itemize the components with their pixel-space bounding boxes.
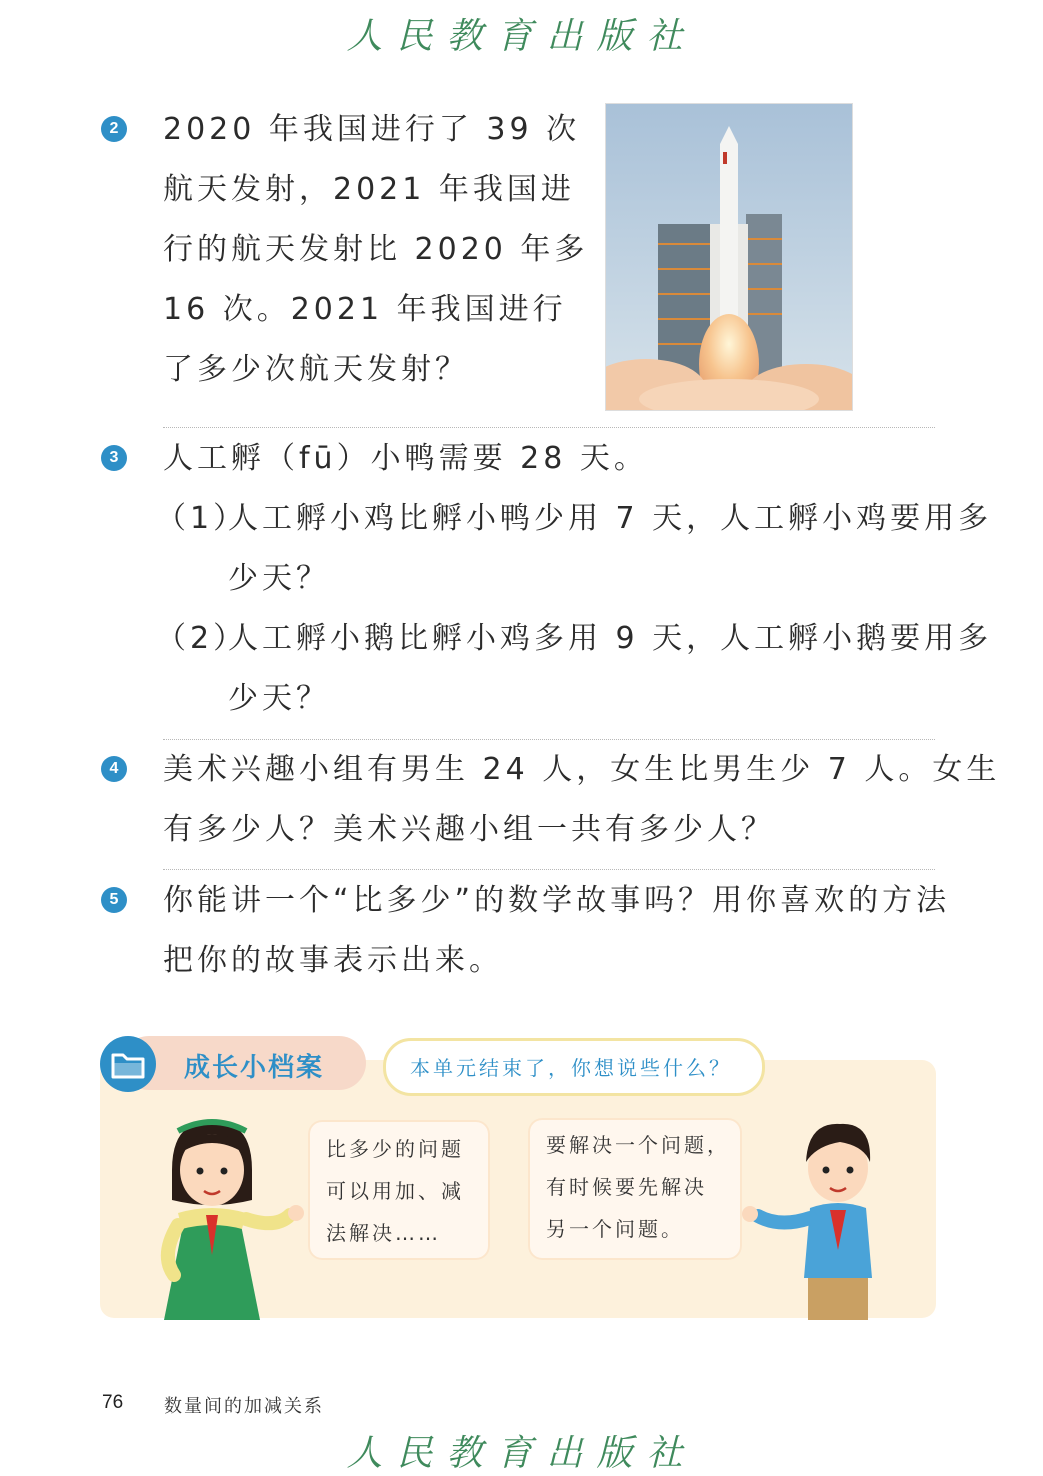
problem-number-badge: 2 [101, 116, 127, 142]
subquestion-label: （2） [156, 621, 248, 656]
publisher-logo-top: 人民教育出版社 [346, 16, 697, 57]
bubble-line: 要解决一个问题， [546, 1133, 730, 1157]
problem-2-line: 行的航天发射比 2020 年多 [163, 232, 589, 267]
problem-5-line: 把你的故事表示出来。 [163, 943, 503, 978]
subquestion-text: 少天？ [228, 681, 330, 716]
bubble-line: 有时候要先解决 [546, 1175, 707, 1199]
folder-icon [100, 1036, 156, 1092]
dotted-divider [163, 427, 935, 428]
chapter-title: 数量间的加减关系 [164, 1396, 324, 1417]
publisher-logo-bottom: 人民教育出版社 [346, 1433, 697, 1474]
dotted-divider [163, 869, 935, 870]
prompt-text: 本单元结束了，你想说些什么？ [410, 1056, 732, 1080]
bubble-line: 可以用加、减 [326, 1179, 464, 1203]
problem-4-line: 有多少人？美术兴趣小组一共有多少人？ [163, 812, 775, 847]
bubble-line: 比多少的问题 [326, 1137, 464, 1161]
page-number: 76 [102, 1392, 124, 1413]
problem-3-line: 人工孵（fū）小鸭需要 28 天。 [163, 441, 648, 476]
problem-number-badge: 3 [101, 445, 127, 471]
boy-illustration [738, 1118, 898, 1320]
problem-2-line: 了多少次航天发射？ [163, 352, 469, 387]
problem-number-badge: 5 [101, 887, 127, 913]
problem-2-line: 16 次。2021 年我国进行 [163, 292, 567, 327]
growth-title: 成长小档案 [184, 1053, 325, 1083]
subquestion-text: 少天？ [228, 561, 330, 596]
problem-4-line: 美术兴趣小组有男生 24 人，女生比男生少 7 人。女生 [163, 752, 1001, 787]
girl-illustration [150, 1115, 320, 1320]
problem-5-line: 你能讲一个“比多少”的数学故事吗？用你喜欢的方法 [163, 883, 951, 918]
rocket-launch-photo [605, 103, 853, 411]
subquestion-label: （1） [156, 501, 248, 536]
bubble-line: 另一个问题。 [546, 1217, 684, 1241]
problem-number-badge: 4 [101, 756, 127, 782]
problem-2-line: 航天发射，2021 年我国进 [163, 172, 575, 207]
subquestion-text: 人工孵小鸡比孵小鸭少用 7 天，人工孵小鸡要用多 [228, 501, 993, 536]
bubble-line: 法解决…… [326, 1221, 441, 1245]
subquestion-text: 人工孵小鹅比孵小鸡多用 9 天，人工孵小鹅要用多 [228, 621, 993, 656]
problem-2-line: 2020 年我国进行了 39 次 [163, 112, 581, 147]
